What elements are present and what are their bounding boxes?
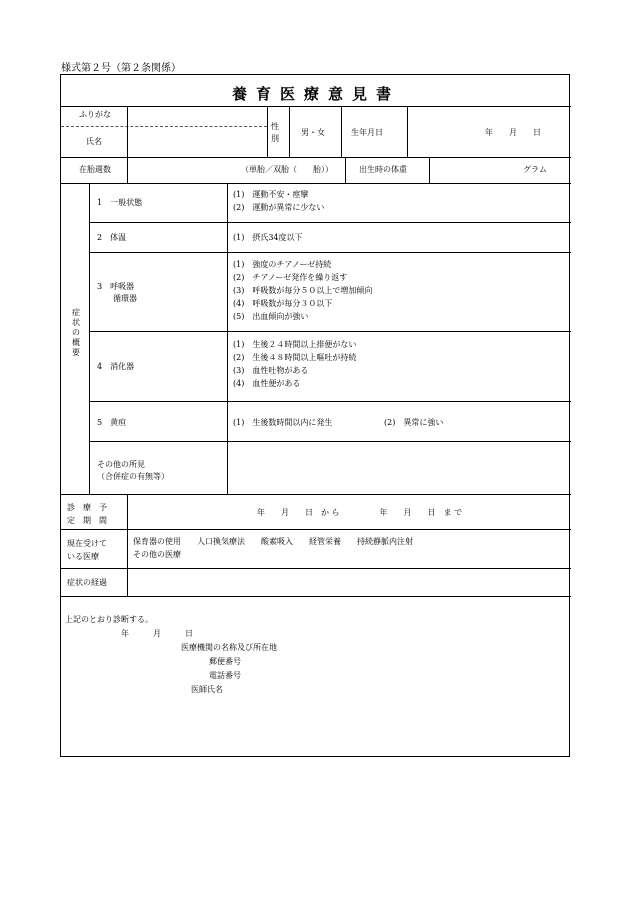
sex-label: 性 別 <box>271 122 279 143</box>
furigana-label: ふりがな <box>79 110 111 119</box>
doctor-label: 医師氏名 <box>191 685 223 694</box>
symptoms-label-char: 概 <box>72 338 80 347</box>
birthdate-label: 生年月日 <box>351 128 383 137</box>
diagnosis-statement: 上記のとおり診断する。 <box>65 615 153 624</box>
option-2-2[interactable]: (3) 呼吸数が毎分５０以上で増加傾向 <box>233 286 373 295</box>
name-label: 氏名 <box>86 137 102 146</box>
option-0-1[interactable]: (2) 運動が異常に少ない <box>233 203 325 212</box>
postal-label: 郵便番号 <box>209 657 241 666</box>
option-4-0[interactable]: (1) 生後数時間以内に発生 <box>233 418 333 427</box>
symptom-label-temperature: 2 体温 <box>97 233 127 242</box>
current-care-options[interactable]: 保育器の使用 人口換気療法 酸素吸入 経管栄養 持続静脈内注射 <box>133 537 413 546</box>
birthdate-field[interactable]: 年 月 日 <box>485 128 541 137</box>
symptom-label-general: 1 一般状態 <box>97 198 143 207</box>
symptoms-label <box>71 308 81 358</box>
form-title: 養育医療意見書 <box>231 85 400 103</box>
diagnosis-date[interactable]: 年 月 日 <box>121 629 193 638</box>
symptom-label-respiratory: 3 呼吸器 循環器 <box>97 282 137 303</box>
symptoms-label-char: 要 <box>72 348 80 357</box>
birth-type-field[interactable]: （単胎／双胎（ 胎）） <box>241 165 333 174</box>
option-3-0[interactable]: (1) 生後２４時間以上排便がない <box>233 340 357 349</box>
treatment-period-label: 診 療 予 定 期 間 <box>67 503 107 525</box>
birth-weight-unit: グラム <box>523 165 547 174</box>
institution-label: 医療機関の名称及び所在地 <box>181 643 277 652</box>
option-3-2[interactable]: (3) 血性吐物がある <box>233 366 309 375</box>
option-0-0[interactable]: (1) 運動不安・痙攣 <box>233 190 309 199</box>
gestation-label: 在胎週数 <box>79 165 111 174</box>
progress-label: 症状の経過 <box>67 578 107 587</box>
birth-weight-label: 出生時の体重 <box>359 165 407 174</box>
symptom-label-other: その他の所見 （合併症の有無等） <box>97 460 169 481</box>
divider <box>61 106 571 107</box>
option-2-0[interactable]: (1) 強度のチアノーゼ持続 <box>233 260 332 269</box>
current-care-label: 現在受けて いる医療 <box>67 539 107 561</box>
treatment-period-field[interactable]: 年 月 日 か ら 年 月 日 ま で <box>257 508 463 517</box>
symptom-label-jaundice: 5 黄疸 <box>97 418 127 427</box>
symptom-label-digestive: 4 消化器 <box>97 362 135 371</box>
option-1-0[interactable]: (1) 摂氏34度以下 <box>233 233 303 242</box>
symptoms-label-char: 状 <box>72 318 80 327</box>
option-3-3[interactable]: (4) 血性便がある <box>233 379 301 388</box>
option-2-4[interactable]: (5) 出血傾向が強い <box>233 312 309 321</box>
current-care-other[interactable]: その他の医療 <box>133 550 181 559</box>
form-frame <box>60 74 570 757</box>
phone-label: 電話番号 <box>209 671 241 680</box>
option-2-1[interactable]: (2) チアノーゼ発作を繰り返す <box>233 273 348 282</box>
furigana-divider <box>61 126 267 127</box>
sex-options[interactable]: 男・女 <box>301 128 325 137</box>
form-code: 様式第２号（第２条関係） <box>61 63 181 74</box>
option-3-1[interactable]: (2) 生後４８時間以上嘔吐が持続 <box>233 353 357 362</box>
option-2-3[interactable]: (4) 呼吸数が毎分３０以下 <box>233 299 333 308</box>
symptoms-label-char: 症 <box>72 308 80 317</box>
symptoms-label-char: の <box>72 328 80 337</box>
option-4-1[interactable]: (2) 異常に強い <box>384 418 444 427</box>
